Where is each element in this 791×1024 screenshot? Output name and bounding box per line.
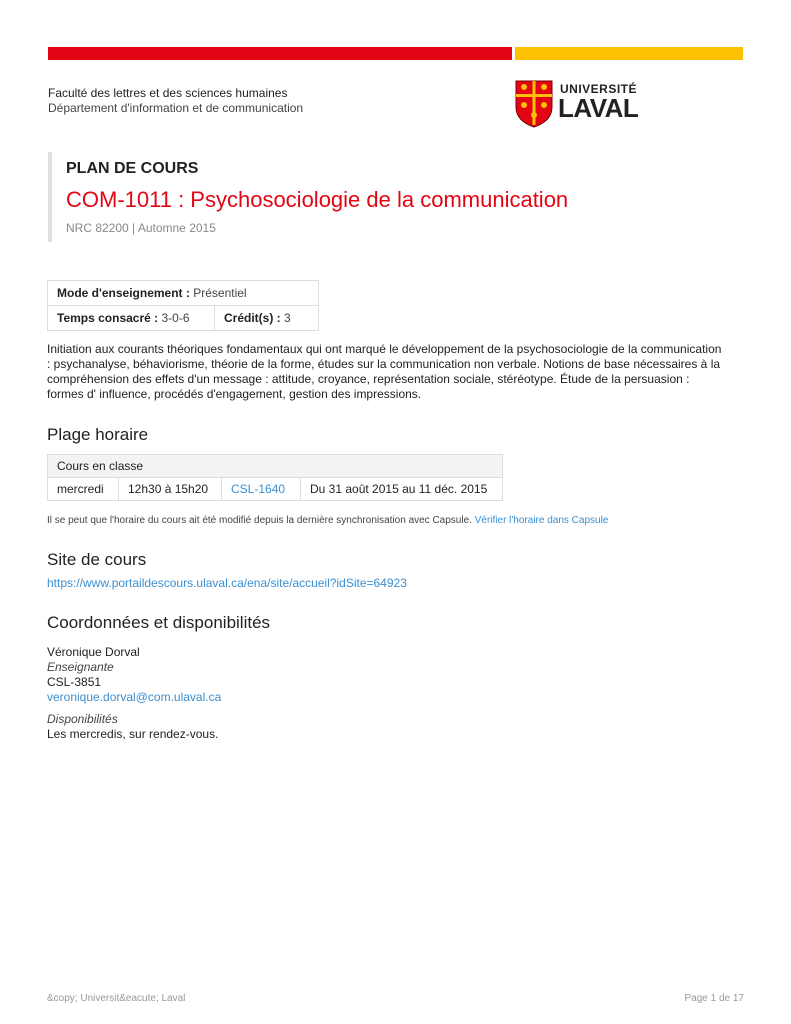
department-name: Département d'information et de communication	[48, 101, 304, 115]
time-value: 3-0-6	[161, 311, 190, 325]
credit-value: 3	[284, 311, 291, 325]
contact-block	[47, 645, 221, 742]
schedule-room-cell	[222, 478, 301, 501]
schedule-row	[48, 478, 503, 501]
coat-of-arms-icon	[514, 79, 554, 129]
instructor-name: Véronique Dorval	[47, 645, 140, 659]
availability-label: Disponibilités	[47, 712, 118, 726]
brand-bar-gold	[515, 47, 743, 60]
credit-label: Crédit(s) :	[224, 311, 281, 325]
schedule-note	[47, 515, 608, 526]
schedule-header-row	[48, 455, 503, 478]
site-heading: Site de cours	[47, 550, 147, 569]
schedule-room-link[interactable]: CSL-1640	[231, 482, 286, 496]
course-info-table	[47, 280, 319, 331]
footer-copyright: &copy; Universit&eacute; Laval	[47, 993, 186, 1004]
schedule-dates: Du 31 août 2015 au 11 déc. 2015	[301, 478, 503, 501]
brand-color-bar	[48, 47, 743, 60]
availability-text: Les mercredis, sur rendez-vous.	[47, 727, 219, 741]
instructor-email-link[interactable]: veronique.dorval@com.ulaval.ca	[47, 690, 222, 704]
course-nrc-session: NRC 82200 | Automne 2015	[66, 221, 216, 235]
course-description: Initiation aux courants théoriques fondamentaux qui ont marqué le développement de la psychosociologie de la communication : psychanalyse, béhaviorisme, théorie de la forme, études sur la communication non verbale. Notions de base nécessaires à la compréhension des effets d'un message : attitude, croyance, représentation sociale, stéréotype. Étude de la persuasion : formes d' influence, procédés d'engagement, gestion des impressions.	[47, 342, 722, 401]
schedule-heading: Plage horaire	[47, 425, 149, 444]
time-label: Temps consacré :	[57, 311, 159, 325]
course-site-link[interactable]: https://www.portaildescours.ulaval.ca/ena/site/accueil?idSite=64923	[47, 576, 407, 590]
schedule-note-text: Il se peut que l'horaire du cours ait été modifié depuis la dernière synchronisation avec Capsule.	[47, 515, 472, 526]
course-title: COM-1011 : Psychosociologie de la communication	[66, 187, 569, 212]
instructor-office: CSL-3851	[47, 675, 102, 689]
credit-cell	[215, 306, 319, 331]
mode-cell	[48, 281, 319, 306]
universite-laval-logo	[514, 79, 639, 131]
mode-value: Présentiel	[193, 286, 247, 300]
schedule-time: 12h30 à 15h20	[119, 478, 222, 501]
brand-bar-red	[48, 47, 512, 60]
footer-page-number: Page 1 de 17	[684, 993, 744, 1004]
verify-schedule-link[interactable]: Vérifier l'horaire dans Capsule	[474, 515, 609, 526]
logo-text-laval: LAVAL	[558, 93, 639, 123]
document-type: PLAN DE COURS	[66, 160, 199, 177]
schedule-type: Cours en classe	[48, 455, 503, 478]
faculty-header	[48, 86, 303, 116]
mode-label: Mode d'enseignement :	[57, 286, 190, 300]
schedule-table	[47, 454, 503, 501]
info-row-mode	[48, 281, 319, 306]
time-cell	[48, 306, 215, 331]
logo-text-universite: UNIVERSITÉ	[560, 82, 638, 96]
faculty-name: Faculté des lettres et des sciences humaines	[48, 86, 288, 100]
instructor-role: Enseignante	[47, 660, 114, 674]
contact-heading: Coordonnées et disponibilités	[47, 613, 271, 632]
schedule-day: mercredi	[48, 478, 119, 501]
course-title-block	[48, 152, 652, 242]
info-row-time-credit	[48, 306, 319, 331]
